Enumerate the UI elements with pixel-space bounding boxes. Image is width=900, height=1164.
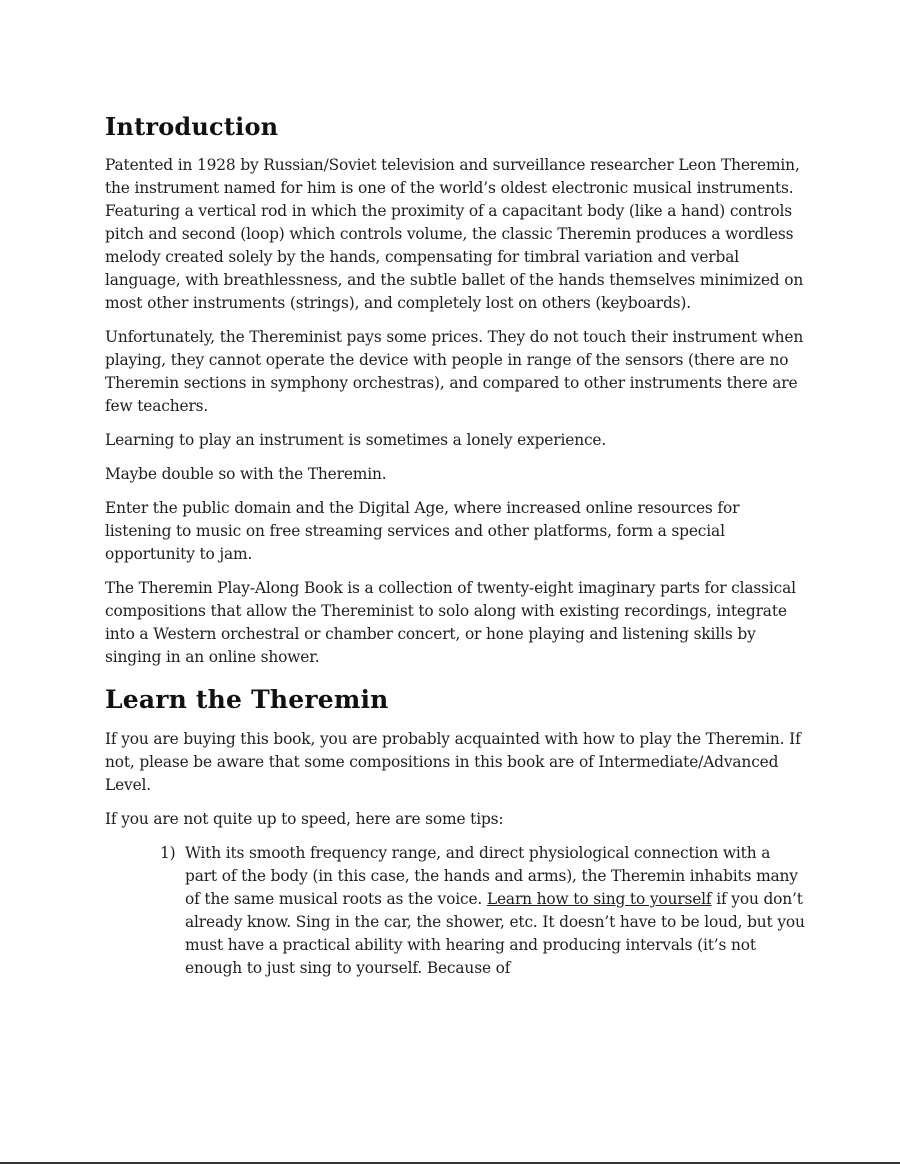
learn-theremin-heading: Learn the Theremin [105, 685, 389, 714]
tips-list [105, 842, 805, 980]
document-page [105, 108, 805, 980]
intro-paragraph-1: Patented in 1928 by Russian/Soviet television and surveillance researcher Leon Theremin, the instrument named for him is one of the world’s oldest electronic musical instruments. Featuring a vertical rod in which the proximity of a capacitant body (like a hand) controls pitch and second (loop) which controls volume, the classic Theremin produces a wordless melody created solely by the hands, compensating for timbral variation and verbal language, with breathlessness, and the subtle ballet of the hands themselves minimized on most other instruments (strings), and completely lost on others (keyboards). [105, 156, 804, 312]
intro-paragraph-6: The Theremin Play-Along Book is a collection of twenty-eight imaginary parts for classical compositions that allow the Thereminist to solo along with existing recordings, integrate into a Western orchestral or chamber concert, or hone playing and listening skills by singing in an online shower. [105, 579, 796, 666]
list-item [105, 842, 805, 980]
list-item-number: 1) [160, 844, 176, 862]
intro-paragraph-4: Maybe double so with the Theremin. [105, 465, 387, 483]
sing-to-yourself-link[interactable]: Learn how to sing to yourself [486, 890, 712, 908]
intro-paragraph-3: Learning to play an instrument is sometimes a lonely experience. [105, 431, 607, 449]
introduction-heading: Introduction [105, 112, 279, 141]
intro-paragraph-5: Enter the public domain and the Digital Age, where increased online resources for listening to music on free streaming services and other platforms, form a special opportunity to jam. [105, 499, 740, 563]
list-item-text-after: if you don’t already know. Sing in the car, the shower, etc. It doesn’t have to be loud, but you must have a practical ability with hearing and producing intervals (it’s not enough to just sing to yourself. Because of [185, 890, 805, 977]
intro-paragraph-2: Unfortunately, the Thereminist pays some prices. They do not touch their instrument when playing, they cannot operate the device with people in range of the sensors (there are no Theremin sections in symphony orchestras), and compared to other instruments there are few teachers. [105, 328, 804, 415]
list-item-text-before: With its smooth frequency range, and direct physiological connection with a part of the body (in this case, the hands and arms), the Theremin inhabits many of the same musical roots as the voice. [185, 844, 798, 908]
learn-paragraph-1: If you are buying this book, you are probably acquainted with how to play the Theremin. If not, please be aware that some compositions in this book are of Intermediate/Advanced Level. [105, 730, 801, 794]
learn-paragraph-2: If you are not quite up to speed, here are some tips: [105, 810, 504, 828]
